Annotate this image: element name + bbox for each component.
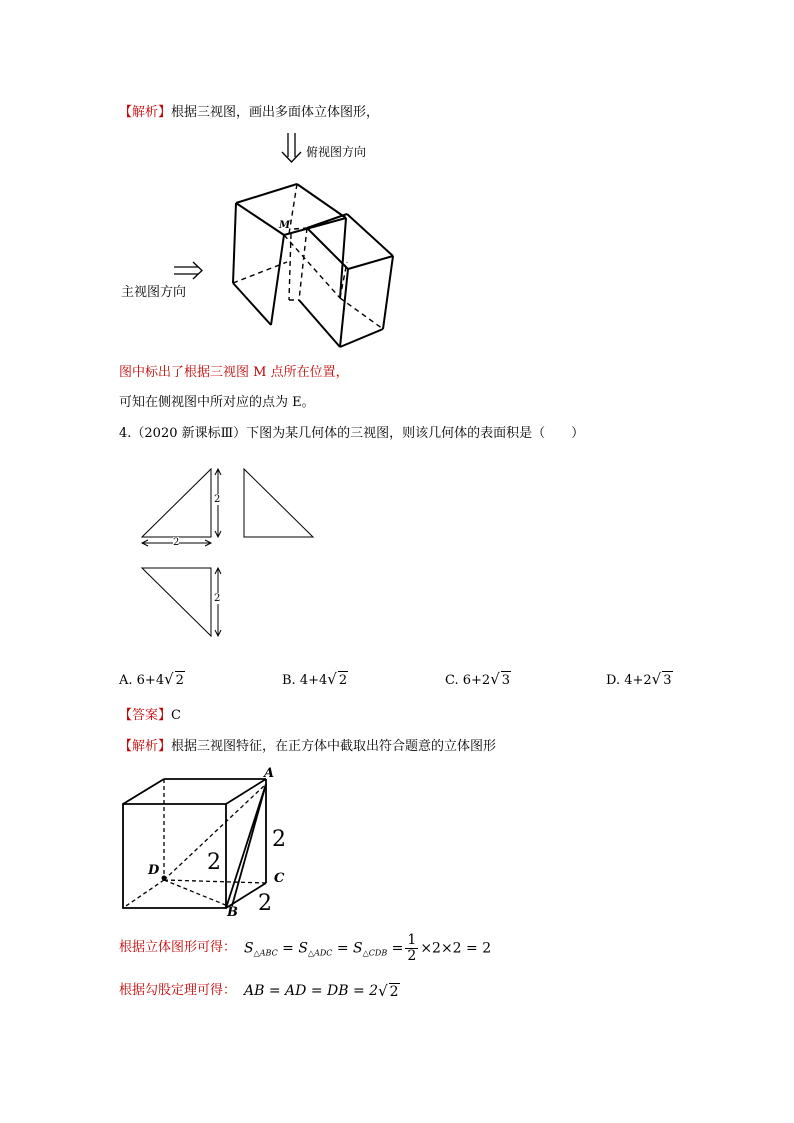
option-b-radicand: 2	[338, 673, 348, 688]
front-direction-label: 主视图方向	[121, 285, 187, 300]
fraction-half	[405, 933, 418, 964]
option-c[interactable]: C. 6+2√ 3	[445, 670, 511, 688]
option-d[interactable]: D. 4+2√ 3	[606, 670, 672, 688]
solution-label: 【解析】	[119, 105, 172, 120]
cube-length-db: 2	[207, 850, 221, 875]
point-d-dot	[162, 876, 167, 881]
s-symbol: S	[244, 940, 254, 956]
s-symbol: S	[353, 940, 363, 956]
option-d-text: D. 4+2	[606, 673, 652, 688]
question-4-text: 4.（2020 新课标Ⅲ）下图为某几何体的三视图，则该几何体的表面积是（ ）	[119, 426, 585, 441]
note-line-1: 图中标出了根据三视图 M 点所在位置，	[119, 365, 349, 380]
cube-length-bc: 2	[258, 891, 272, 916]
answer-value: C	[171, 708, 181, 723]
solution-text: 根据三视图，画出多面体立体图形，	[171, 105, 380, 120]
cube-label-d: D	[148, 863, 160, 878]
option-c-text: C. 6+2	[445, 673, 491, 688]
option-a[interactable]: A. 6+4√ 2	[119, 670, 184, 688]
pythagoras-line: 根据勾股定理可得： AB = AD = DB = 2 √ 2	[119, 982, 399, 1000]
s-sub-cdb: △CDB	[362, 948, 388, 957]
answer-label: 【答案】	[119, 708, 172, 723]
area-formula-line	[119, 930, 491, 966]
dim-label-top-height: 2	[214, 593, 221, 604]
dim-label-front-height: 2	[214, 494, 221, 505]
area-tail: ×2×2 = 2	[420, 940, 492, 956]
option-b[interactable]: B. 4+4√ 2	[282, 670, 348, 688]
top-direction-label: 俯视图方向	[306, 145, 367, 159]
pythagoras-equation: AB = AD = DB = 2	[244, 983, 379, 999]
option-c-radicand: 3	[501, 673, 511, 688]
option-d-radicand: 3	[663, 673, 672, 688]
area-label: 根据立体图形可得：	[119, 940, 237, 955]
pythagoras-label: 根据勾股定理可得：	[119, 983, 237, 998]
option-b-text: B. 4+4	[282, 673, 328, 688]
area-equation: $S_{\triangle ABC} = S_{\triangle ADC} = S_{\triangle CDB}$ = $\frac{1}{2}$ ×2×2 = 2	[244, 931, 492, 964]
frac-num: 1	[407, 931, 417, 948]
solution-text: 根据三视图特征，在正方体中截取出符合题意的立体图形	[171, 739, 497, 754]
dim-label-width: 2	[173, 537, 180, 548]
note-line-2: 可知在侧视图中所对应的点为 E。	[119, 395, 315, 410]
option-a-radicand: 2	[175, 673, 184, 688]
pythagoras-radicand: 2	[389, 984, 399, 1000]
cube-label-c: C	[274, 871, 285, 886]
option-a-text: A. 6+4	[119, 673, 165, 688]
s-symbol: S	[298, 940, 308, 956]
cube-label-a: A	[264, 766, 275, 781]
s-sub-adc: △ADC	[307, 948, 333, 957]
cube-length-ac: 2	[272, 827, 286, 852]
cube-label-b: B	[227, 905, 238, 920]
point-m-label: M	[279, 220, 291, 231]
solution-label: 【解析】	[119, 739, 172, 754]
s-sub-abc: △ABC	[253, 948, 278, 957]
frac-den: 2	[407, 947, 417, 964]
